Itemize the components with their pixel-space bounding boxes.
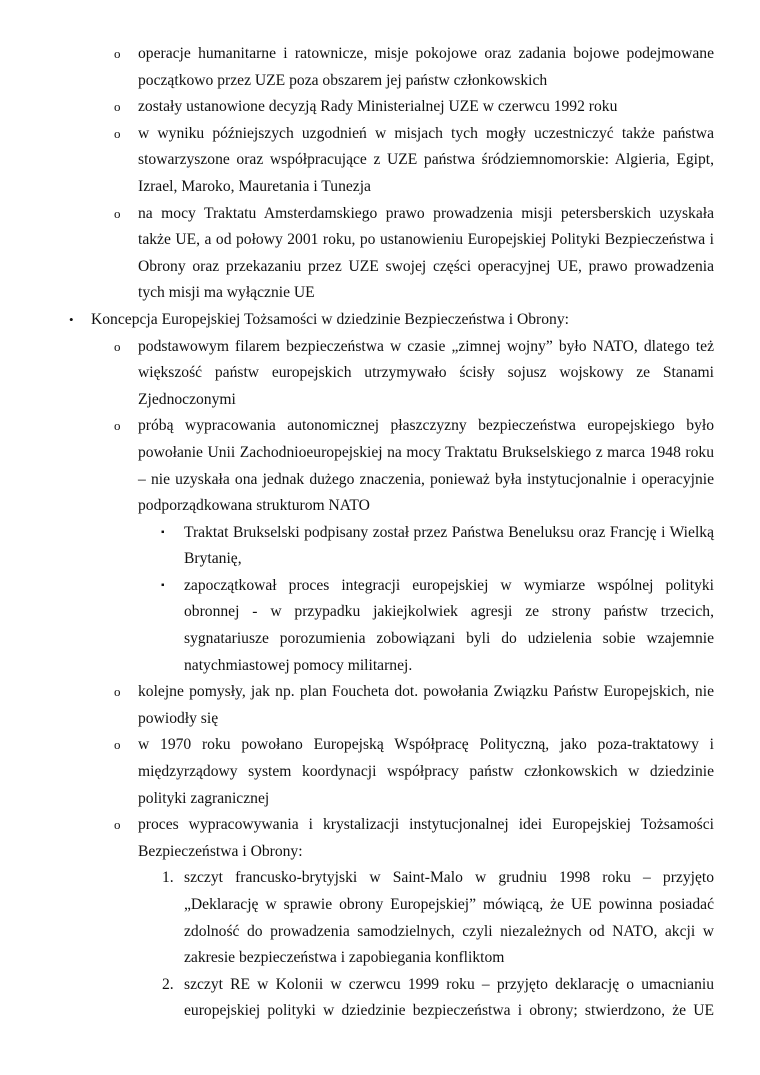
hollow-circle-bullet-icon: o — [114, 99, 121, 115]
square-bullet-icon: ▪ — [161, 579, 165, 591]
list-item-text: proces wypracowywania i krystalizacji instytucjonalnej idei Europejskiej Tożsamości Bezpieczeństwa i Obrony: — [138, 816, 714, 860]
list-item — [161, 520, 714, 573]
hollow-circle-bullet-icon: o — [114, 684, 121, 700]
list-item — [114, 201, 714, 307]
hollow-circle-bullet-icon: o — [114, 418, 121, 434]
list-item-text: w 1970 roku powołano Europejską Współpracę Polityczną, jako poza-traktatowy i międzyrządowy system koordynacji współpracy państw członkowskich w dziedzinie polityki zagranicznej — [138, 736, 714, 807]
list-item-text: próbą wypracowania autonomicznej płaszczyzny bezpieczeństwa europejskiego było powołanie Unii Zachodnioeuropejskiej na mocy Traktatu Brukselskiego z marca 1948 roku – nie uzyskała ona jednak dużego znaczenia, ponieważ była instytucjonalnie i operacyjnie podporządkowana strukturom NATO — [138, 417, 714, 515]
list-item-text: na mocy Traktatu Amsterdamskiego prawo prowadzenia misji petersberskich uzyskała także UE, a od połowy 2001 roku, po ustanowieniu Europejskiej Polityki Bezpieczeństwa i Obrony oraz przekazaniu przez UZE swojej części operacyjnej UE, prawo prowadzenia tych misji ma wyłącznie UE — [138, 204, 714, 302]
hollow-circle-bullet-icon: o — [114, 125, 121, 141]
filled-circle-bullet-icon: • — [69, 311, 74, 327]
hollow-circle-bullet-icon: o — [114, 737, 121, 753]
hollow-circle-bullet-icon: o — [114, 338, 121, 354]
square-bullet-icon: ▪ — [161, 526, 165, 538]
list-item-text: Koncepcja Europejskiej Tożsamości w dziedzinie Bezpieczeństwa i Obrony: — [91, 310, 569, 328]
list-item-text: zostały ustanowione decyzją Rady Ministerialnej UZE w czerwcu 1992 roku — [138, 98, 618, 116]
hollow-circle-bullet-icon: o — [114, 205, 121, 221]
list-item-text: szczyt francusko-brytyjski w Saint-Malo w grudniu 1998 roku – przyjęto „Deklarację w sprawie obrony Europejskiej” mówiącą, że UE powinna posiadać zdolność do prowadzenia samodzielnych, czyli niezależnych od NATO, akcji w zakresie bezpieczeństwa i zapobiegania konfliktom — [184, 869, 714, 967]
hollow-circle-bullet-icon: o — [114, 817, 121, 833]
list-item-text: podstawowym filarem bezpieczeństwa w czasie „zimnej wojny” było NATO, dlatego też większość państw europejskich utrzymywało ścisły sojusz wojskowy ze Stanami Zjednoczonymi — [138, 337, 714, 408]
list-item — [161, 573, 714, 679]
section-heading-item — [69, 307, 714, 334]
list-item — [114, 812, 714, 865]
list-item — [114, 413, 714, 519]
list-number: 2. — [162, 975, 174, 993]
numbered-list-item — [162, 865, 714, 971]
hollow-circle-bullet-icon: o — [114, 46, 121, 61]
list-item-text: w wyniku późniejszych uzgodnień w misjach tych mogły uczestniczyć także państwa stowarzyszone oraz współpracujące z UZE państwa śródziemnomorskie: Algieria, Egipt, Izrael, Maroko, Mauretania i Tunezja — [138, 124, 714, 195]
document-page — [0, 41, 760, 1025]
list-item — [114, 679, 714, 732]
list-item — [114, 732, 714, 812]
list-item — [114, 41, 714, 94]
list-item — [114, 334, 714, 414]
list-item-text: szczyt RE w Kolonii w czerwcu 1999 roku – przyjęto deklarację o umacnianiu europejskiej polityki w dziedzinie bezpieczeństwa i obrony; stwierdzono, że UE — [184, 975, 714, 1020]
list-item-text: operacje humanitarne i ratownicze, misje pokojowe oraz zadania bojowe podejmowane początkowo przez UZE poza obszarem jej państw członkowskich — [138, 45, 714, 89]
list-item-text: Traktat Brukselski podpisany został przez Państwa Beneluksu oraz Francję i Wielką Brytanię, — [184, 523, 714, 568]
list-item-text: zapoczątkował proces integracji europejskiej w wymiarze wspólnej polityki obronnej - w przypadku jakiejkolwiek agresji ze strony państw trzecich, sygnatariusze porozumienia zobowiązani byli do udzielenia sobie wzajemnie natychmiastowej pomocy militarnej. — [184, 576, 714, 674]
list-item — [114, 121, 714, 201]
numbered-list-item — [162, 972, 714, 1025]
list-item — [114, 94, 714, 121]
list-number: 1. — [162, 869, 174, 887]
list-item-text: kolejne pomysły, jak np. plan Foucheta dot. powołania Związku Państw Europejskich, nie powiodły się — [138, 683, 714, 727]
